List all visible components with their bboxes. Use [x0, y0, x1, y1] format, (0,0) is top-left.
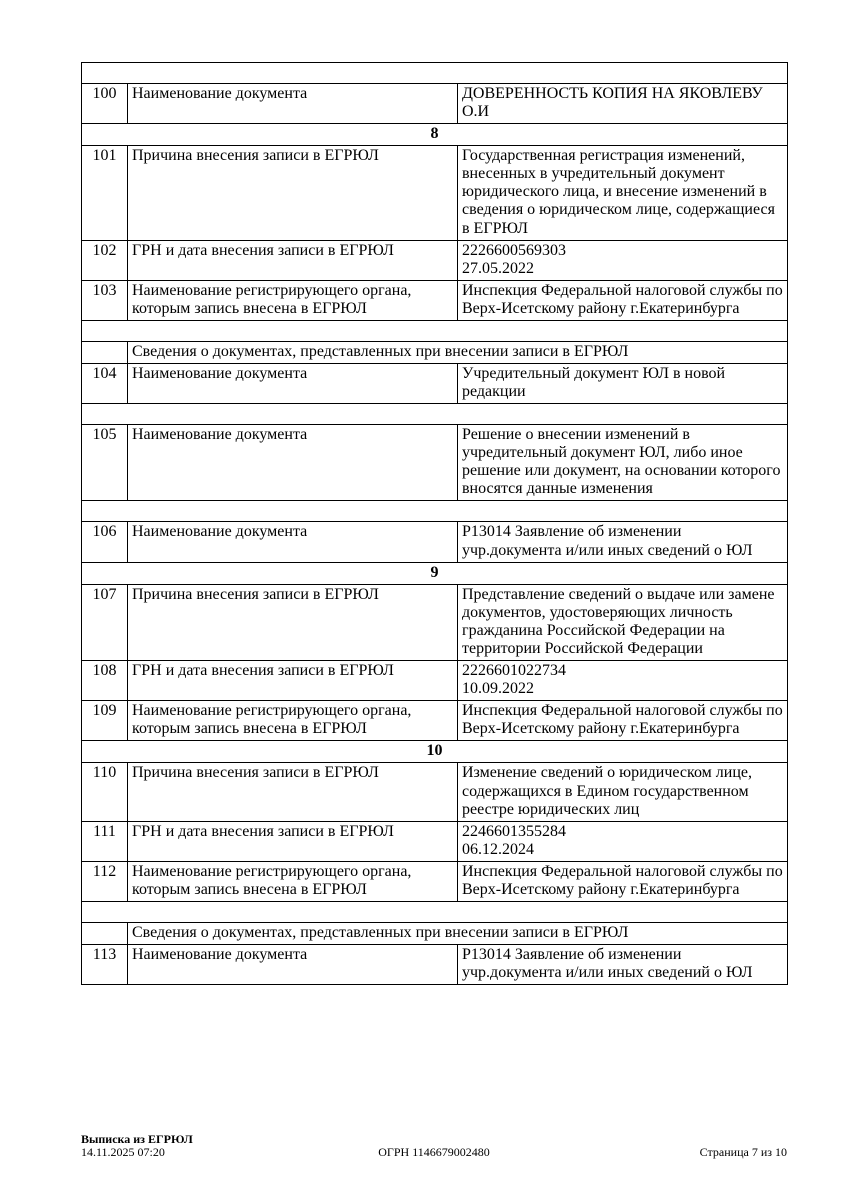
table-row: [82, 425, 788, 501]
row-value-cell: Решение о внесении изменений в учредительный документ ЮЛ, либо иное решение или документ, на основании которого вносятся данные изменения: [458, 425, 788, 501]
spacer-cell: [82, 901, 788, 922]
table-row: [82, 584, 788, 660]
row-number-cell: 100: [82, 84, 128, 124]
spacer-cell: [82, 320, 788, 341]
spacer-row: [82, 63, 788, 84]
section-number-row: [82, 124, 788, 146]
row-label-cell: Причина внесения записи в ЕГРЮЛ: [128, 584, 458, 660]
table-row: [82, 821, 788, 861]
row-number-cell: 105: [82, 425, 128, 501]
row-label-cell: Наименование документа: [128, 945, 458, 985]
table-row: [82, 522, 788, 562]
row-number-cell: 106: [82, 522, 128, 562]
row-number-cell: 101: [82, 146, 128, 240]
table-row: [82, 240, 788, 280]
subheader-row: [82, 922, 788, 944]
row-label-cell: ГРН и дата внесения записи в ЕГРЮЛ: [128, 661, 458, 701]
row-label-cell: ГРН и дата внесения записи в ЕГРЮЛ: [128, 821, 458, 861]
spacer-cell: [82, 501, 788, 522]
section-number-row: [82, 741, 788, 763]
table-row: [82, 84, 788, 124]
row-value-cell: Учредительный документ ЮЛ в новой редакции: [458, 364, 788, 404]
row-number-cell: 103: [82, 280, 128, 320]
row-label-cell: Причина внесения записи в ЕГРЮЛ: [128, 763, 458, 821]
row-number-cell: [82, 922, 128, 944]
spacer-row: [82, 404, 788, 425]
row-number-cell: 113: [82, 945, 128, 985]
footer-page-number: Страница 7 из 10: [699, 1145, 787, 1159]
row-value-cell: Р13014 Заявление об изменении учр.документа и/или иных сведений о ЮЛ: [458, 945, 788, 985]
subheader-label: Сведения о документах, представленных при внесении записи в ЕГРЮЛ: [128, 922, 788, 944]
row-label-cell: Наименование документа: [128, 364, 458, 404]
row-value-cell: ДОВЕРЕННОСТЬ КОПИЯ НА ЯКОВЛЕВУ О.И: [458, 84, 788, 124]
row-value-cell: 2226601022734 10.09.2022: [458, 661, 788, 701]
egrul-table: [81, 62, 788, 985]
row-value-cell: Изменение сведений о юридическом лице, содержащихся в Едином государственном реестре юридических лиц: [458, 763, 788, 821]
section-number-row: [82, 562, 788, 584]
spacer-cell: [82, 404, 788, 425]
table-row: [82, 861, 788, 901]
row-number-cell: 112: [82, 861, 128, 901]
table-row: [82, 146, 788, 240]
row-number-cell: 110: [82, 763, 128, 821]
row-number-cell: 111: [82, 821, 128, 861]
row-label-cell: Наименование регистрирующего органа, которым запись внесена в ЕГРЮЛ: [128, 861, 458, 901]
table-row: [82, 280, 788, 320]
table-row: [82, 661, 788, 701]
row-number-cell: 102: [82, 240, 128, 280]
table-row: [82, 945, 788, 985]
row-label-cell: Наименование документа: [128, 522, 458, 562]
row-label-cell: ГРН и дата внесения записи в ЕГРЮЛ: [128, 240, 458, 280]
section-number: 8: [82, 124, 788, 146]
row-value-cell: Инспекция Федеральной налоговой службы по Верх-Исетскому району г.Екатеринбурга: [458, 701, 788, 741]
table-row: [82, 763, 788, 821]
egrul-table-body: [82, 63, 788, 985]
row-value-cell: Инспекция Федеральной налоговой службы по Верх-Исетскому району г.Екатеринбурга: [458, 861, 788, 901]
row-value-cell: 2246601355284 06.12.2024: [458, 821, 788, 861]
subheader-row: [82, 341, 788, 363]
row-number-cell: [82, 341, 128, 363]
section-number: 10: [82, 741, 788, 763]
row-number-cell: 108: [82, 661, 128, 701]
row-number-cell: 104: [82, 364, 128, 404]
table-row: [82, 701, 788, 741]
footer-datetime: 14.11.2025 07:20: [81, 1144, 165, 1159]
spacer-row: [82, 320, 788, 341]
row-label-cell: Наименование регистрирующего органа, которым запись внесена в ЕГРЮЛ: [128, 280, 458, 320]
row-number-cell: 109: [82, 701, 128, 741]
section-number: 9: [82, 562, 788, 584]
spacer-cell: [82, 63, 788, 84]
spacer-row: [82, 501, 788, 522]
row-label-cell: Причина внесения записи в ЕГРЮЛ: [128, 146, 458, 240]
row-value-cell: Р13014 Заявление об изменении учр.документа и/или иных сведений о ЮЛ: [458, 522, 788, 562]
subheader-label: Сведения о документах, представленных при внесении записи в ЕГРЮЛ: [128, 341, 788, 363]
row-label-cell: Наименование документа: [128, 84, 458, 124]
row-label-cell: Наименование регистрирующего органа, которым запись внесена в ЕГРЮЛ: [128, 701, 458, 741]
row-value-cell: Государственная регистрация изменений, внесенных в учредительный документ юридического лица, и внесение изменений в сведения о юридическом лице, содержащиеся в ЕГРЮЛ: [458, 146, 788, 240]
row-label-cell: Наименование документа: [128, 425, 458, 501]
row-value-cell: 2226600569303 27.05.2022: [458, 240, 788, 280]
row-number-cell: 107: [82, 584, 128, 660]
spacer-row: [82, 901, 788, 922]
footer-doc-title: Выписка из ЕГРЮЛ: [81, 1132, 193, 1146]
footer-ogrn: ОГРН 1146679002480: [378, 1145, 490, 1159]
row-value-cell: Инспекция Федеральной налоговой службы по Верх-Исетскому району г.Екатеринбурга: [458, 280, 788, 320]
row-value-cell: Представление сведений о выдаче или замене документов, удостоверяющих личность гражданина Российской Федерации на территории Российской Федерации: [458, 584, 788, 660]
table-row: [82, 364, 788, 404]
